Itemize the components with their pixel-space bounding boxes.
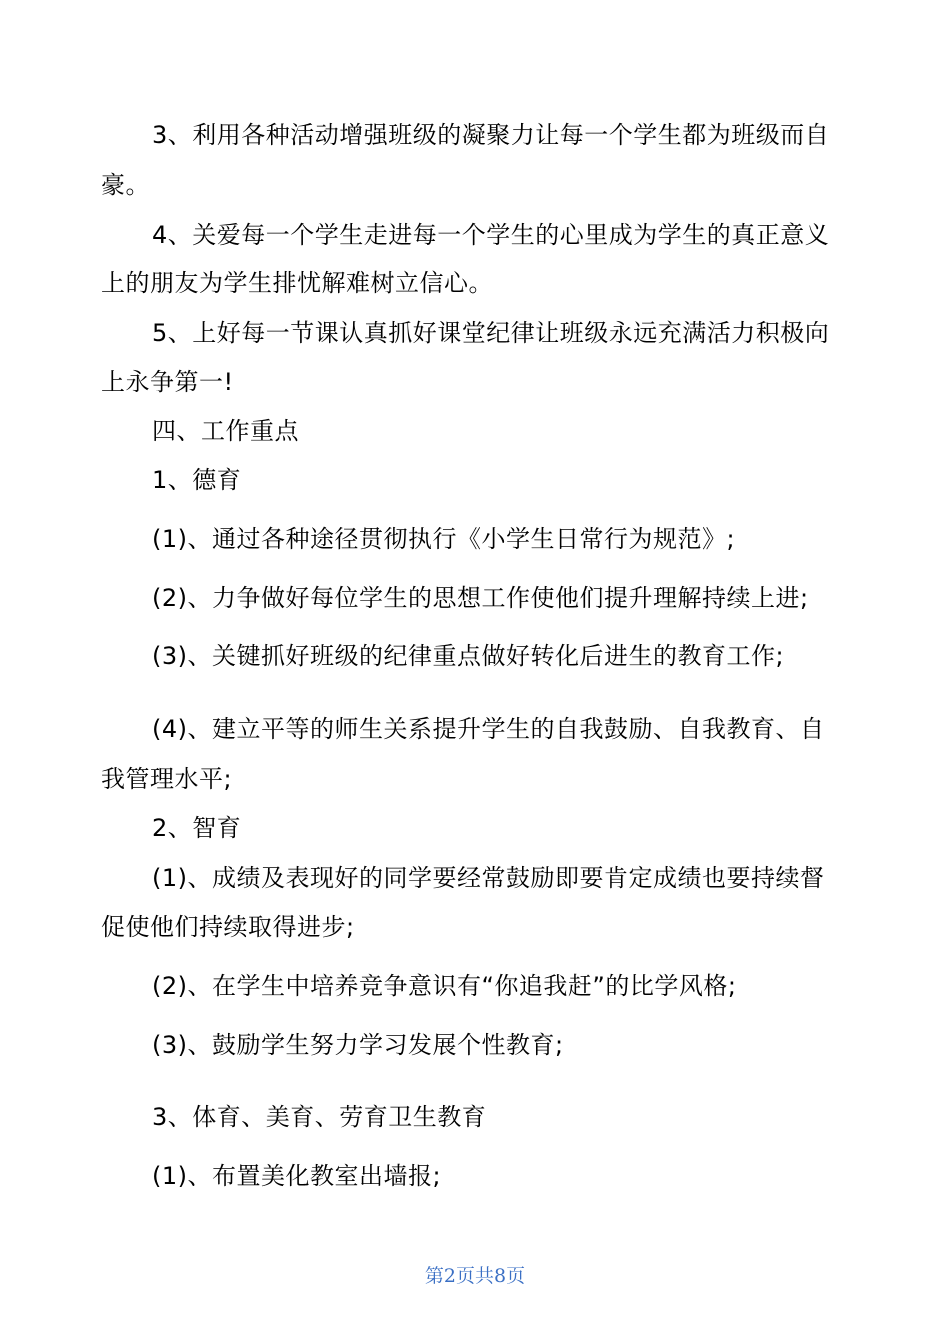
subsection-heading: 2、智育 [152, 814, 242, 842]
list-item: 促使他们持续取得进步; [101, 913, 355, 941]
list-item: (2)、在学生中培养竞争意识有“你追我赶”的比学风格; [152, 972, 737, 1000]
list-item: (3)、鼓励学生努力学习发展个性教育; [152, 1031, 564, 1059]
page-number-footer: 第2页共8页 [424, 1265, 526, 1287]
paragraph-line: 豪。 [101, 171, 150, 199]
paragraph-line: 上永争第一! [101, 368, 234, 396]
list-item: (1)、布置美化教室出墙报; [152, 1162, 442, 1190]
subsection-heading: 3、体育、美育、劳育卫生教育 [152, 1103, 487, 1131]
paragraph-line: 5、上好每一节课认真抓好课堂纪律让班级永远充满活力积极向 [152, 319, 830, 347]
paragraph-line: 上的朋友为学生排忧解难树立信心。 [101, 269, 493, 297]
list-item: (2)、力争做好每位学生的思想工作使他们提升理解持续上进; [152, 584, 809, 612]
list-item: (1)、通过各种途径贯彻执行《小学生日常行为规范》; [152, 525, 736, 553]
paragraph-line: 3、利用各种活动增强班级的凝聚力让每一个学生都为班级而自 [152, 121, 830, 149]
list-item: (4)、建立平等的师生关系提升学生的自我鼓励、自我教育、自 [152, 715, 825, 743]
section-heading: 四、工作重点 [152, 417, 299, 445]
list-item: 我管理水平; [101, 765, 233, 793]
list-item: (3)、关键抓好班级的纪律重点做好转化后进生的教育工作; [152, 642, 785, 670]
list-item: (1)、成绩及表现好的同学要经常鼓励即要肯定成绩也要持续督 [152, 864, 825, 892]
subsection-heading: 1、德育 [152, 466, 242, 494]
paragraph-line: 4、关爱每一个学生走进每一个学生的心里成为学生的真正意义 [152, 221, 830, 249]
